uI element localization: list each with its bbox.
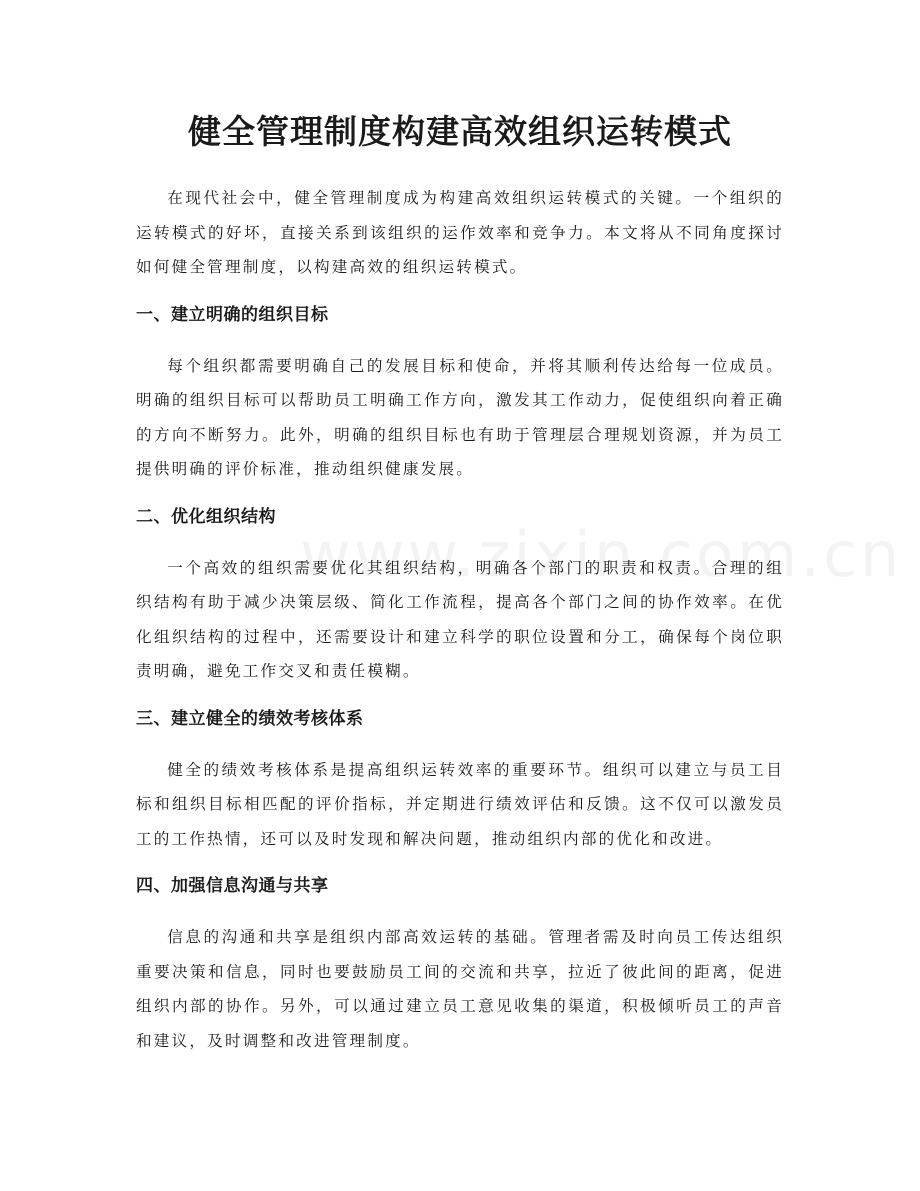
section-heading-3: 三、建立健全的绩效考核体系 <box>136 708 364 729</box>
section-heading-4: 四、加强信息沟通与共享 <box>136 876 329 896</box>
section-heading-2: 二、优化组织结构 <box>136 506 276 527</box>
section-paragraph-2: 一个高效的组织需要优化其组织结构，明确各个部门的职责和权责。合理的组织结构有助于减少决策层级、简化工作流程，提高各个部门之间的协作效率。在优化组织结构的过程中，还需要设计和建立科学的职位设置和分工，确保每个岗位职责明确，避免工作交叉和责任模糊。 <box>136 558 784 680</box>
section-paragraph-1: 每个组织都需要明确自己的发展目标和使命，并将其顺利传达给每一位成员。明确的组织目标可以帮助员工明确工作方向，激发其工作动力，促使组织向着正确的方向不断努力。此外，明确的组织目标也有助于管理层合理规划资源，并为员工提供明确的评价标准，推动组织健康发展。 <box>136 356 784 478</box>
intro-paragraph: 在现代社会中，健全管理制度成为构建高效组织运转模式的关键。一个组织的运转模式的好坏，直接关系到该组织的运作效率和竞争力。本文将从不同角度探讨如何健全管理制度，以构建高效的组织运转模式。 <box>136 189 784 276</box>
document-title: 健全管理制度构建高效组织运转模式 <box>188 112 732 151</box>
section-paragraph-3: 健全的绩效考核体系是提高组织运转效率的重要环节。组织可以建立与员工目标和组织目标相匹配的评价指标，并定期进行绩效评估和反馈。这不仅可以激发员工的工作热情，还可以及时发现和解决问题，推动组织内部的优化和改进。 <box>136 760 784 848</box>
section-heading-1: 一、建立明确的组织目标 <box>136 304 329 325</box>
section-paragraph-4: 信息的沟通和共享是组织内部高效运转的基础。管理者需及时向员工传达组织重要决策和信息，同时也要鼓励员工间的交流和共享，拉近了彼此间的距离，促进组织内部的协作。另外，可以通过建立员工意见收集的渠道，积极倾听员工的声音和建议，及时调整和改进管理制度。 <box>136 928 784 1050</box>
document-body <box>136 181 784 1065</box>
